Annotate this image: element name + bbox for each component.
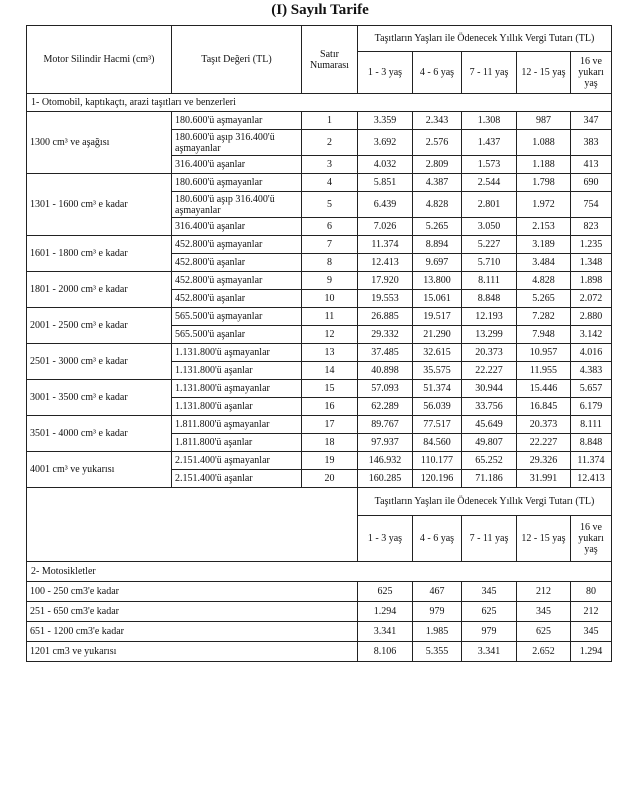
tax-amount: 9.697 bbox=[413, 254, 462, 272]
tax-amount: 30.944 bbox=[462, 380, 517, 398]
tax-amount: 7.026 bbox=[358, 218, 413, 236]
vehicle-value: 452.800'ü aşmayanlar bbox=[172, 272, 302, 290]
tax-amount: 120.196 bbox=[413, 470, 462, 488]
tax-amount: 5.265 bbox=[413, 218, 462, 236]
tax-amount: 8.111 bbox=[462, 272, 517, 290]
tax-amount: 625 bbox=[517, 622, 571, 642]
row-number: 2 bbox=[302, 130, 358, 156]
tax-amount: 1.235 bbox=[571, 236, 612, 254]
motor-header: Motor Silindir Hacmi (cm³) bbox=[27, 26, 172, 94]
vehicle-value: 316.400'ü aşanlar bbox=[172, 218, 302, 236]
vehicle-value: 1.131.800'ü aşmayanlar bbox=[172, 380, 302, 398]
tax-amount: 5.355 bbox=[413, 642, 462, 662]
engine-capacity: 3001 - 3500 cm³ e kadar bbox=[27, 380, 172, 416]
tax-amount: 979 bbox=[462, 622, 517, 642]
tax-amount: 1.088 bbox=[517, 130, 571, 156]
tax-amount: 40.898 bbox=[358, 362, 413, 380]
tax-amount: 13.299 bbox=[462, 326, 517, 344]
vehicle-value: 1.811.800'ü aşanlar bbox=[172, 434, 302, 452]
tax-amount: 1.437 bbox=[462, 130, 517, 156]
engine-capacity: 3501 - 4000 cm³ e kadar bbox=[27, 416, 172, 452]
tax-amount: 1.798 bbox=[517, 174, 571, 192]
tax-amount: 21.290 bbox=[413, 326, 462, 344]
tax-amount: 110.177 bbox=[413, 452, 462, 470]
tax-amount: 2.343 bbox=[413, 112, 462, 130]
age-header: 7 - 11 yaş bbox=[462, 52, 517, 94]
tax-amount: 2.072 bbox=[571, 290, 612, 308]
tax-amount: 2.652 bbox=[517, 642, 571, 662]
row-number: 14 bbox=[302, 362, 358, 380]
tax-amount: 5.851 bbox=[358, 174, 413, 192]
tax-amount: 56.039 bbox=[413, 398, 462, 416]
tax-amount: 35.575 bbox=[413, 362, 462, 380]
tax-amount: 12.193 bbox=[462, 308, 517, 326]
tax-amount: 15.061 bbox=[413, 290, 462, 308]
tax-amount: 19.517 bbox=[413, 308, 462, 326]
tax-amount: 823 bbox=[571, 218, 612, 236]
tax-amount: 6.439 bbox=[358, 192, 413, 218]
tax-amount: 5.265 bbox=[517, 290, 571, 308]
tax-amount: 4.828 bbox=[413, 192, 462, 218]
tax-amount: 22.227 bbox=[517, 434, 571, 452]
row-number: 7 bbox=[302, 236, 358, 254]
row-number: 15 bbox=[302, 380, 358, 398]
tax-amount: 8.848 bbox=[571, 434, 612, 452]
tax-amount: 4.032 bbox=[358, 156, 413, 174]
row-number-header: Satır Numarası bbox=[302, 26, 358, 94]
tax-amount: 57.093 bbox=[358, 380, 413, 398]
row-number: 5 bbox=[302, 192, 358, 218]
value-header: Taşıt Değeri (TL) bbox=[172, 26, 302, 94]
tax-amount: 4.387 bbox=[413, 174, 462, 192]
tax-amount: 212 bbox=[517, 582, 571, 602]
row-number: 12 bbox=[302, 326, 358, 344]
tax-amount: 1.985 bbox=[413, 622, 462, 642]
tax-amount: 3.050 bbox=[462, 218, 517, 236]
tax-amount: 19.553 bbox=[358, 290, 413, 308]
tax-amount: 146.932 bbox=[358, 452, 413, 470]
moto-row bbox=[27, 622, 612, 642]
tax-amount: 80 bbox=[571, 582, 612, 602]
age-header: 7 - 11 yaş bbox=[462, 516, 517, 562]
tax-amount: 8.894 bbox=[413, 236, 462, 254]
tax-amount: 16.845 bbox=[517, 398, 571, 416]
row-number: 4 bbox=[302, 174, 358, 192]
tax-amount: 2.544 bbox=[462, 174, 517, 192]
tax-amount: 3.189 bbox=[517, 236, 571, 254]
tax-amount: 62.289 bbox=[358, 398, 413, 416]
engine-capacity: 1801 - 2000 cm³ e kadar bbox=[27, 272, 172, 308]
tax-amount: 7.282 bbox=[517, 308, 571, 326]
tax-amount: 11.374 bbox=[571, 452, 612, 470]
tax-amount: 1.573 bbox=[462, 156, 517, 174]
tax-amount: 12.413 bbox=[358, 254, 413, 272]
tax-amount: 31.991 bbox=[517, 470, 571, 488]
tax-table bbox=[26, 25, 612, 662]
tax-amount: 49.807 bbox=[462, 434, 517, 452]
row-number: 3 bbox=[302, 156, 358, 174]
tax-amount: 37.485 bbox=[358, 344, 413, 362]
row-number: 19 bbox=[302, 452, 358, 470]
tax-group-header: Taşıtların Yaşları ile Ödenecek Yıllık Vergi Tutarı (TL) bbox=[358, 26, 612, 52]
tax-amount: 3.692 bbox=[358, 130, 413, 156]
tax-amount: 2.809 bbox=[413, 156, 462, 174]
age-header: 16 ve yukarı yaş bbox=[571, 52, 612, 94]
table-row bbox=[27, 174, 612, 192]
tax-amount: 33.756 bbox=[462, 398, 517, 416]
table-row bbox=[27, 380, 612, 398]
vehicle-value: 565.500'ü aşmayanlar bbox=[172, 308, 302, 326]
age-header: 4 - 6 yaş bbox=[413, 516, 462, 562]
section-row bbox=[27, 94, 612, 112]
tax-group-header-2: Taşıtların Yaşları ile Ödenecek Yıllık Vergi Tutarı (TL) bbox=[358, 488, 612, 516]
moto-row bbox=[27, 602, 612, 622]
tax-amount: 97.937 bbox=[358, 434, 413, 452]
vehicle-value: 1.131.800'ü aşanlar bbox=[172, 398, 302, 416]
vehicle-value: 1.131.800'ü aşmayanlar bbox=[172, 344, 302, 362]
tax-amount: 1.188 bbox=[517, 156, 571, 174]
tax-amount: 3.142 bbox=[571, 326, 612, 344]
tax-amount: 8.111 bbox=[571, 416, 612, 434]
tax-amount: 4.828 bbox=[517, 272, 571, 290]
tax-amount: 625 bbox=[358, 582, 413, 602]
tax-amount: 625 bbox=[462, 602, 517, 622]
tax-amount: 26.885 bbox=[358, 308, 413, 326]
tax-amount: 345 bbox=[517, 602, 571, 622]
tax-amount: 347 bbox=[571, 112, 612, 130]
moto-engine: 651 - 1200 cm3'e kadar bbox=[27, 622, 358, 642]
tax-amount: 2.801 bbox=[462, 192, 517, 218]
tax-amount: 467 bbox=[413, 582, 462, 602]
vehicle-value: 180.600'ü aşıp 316.400'ü aşmayanlar bbox=[172, 130, 302, 156]
engine-capacity: 4001 cm³ ve yukarısı bbox=[27, 452, 172, 488]
tax-amount: 84.560 bbox=[413, 434, 462, 452]
table-row bbox=[27, 416, 612, 434]
table-row bbox=[27, 308, 612, 326]
vehicle-value: 452.800'ü aşmayanlar bbox=[172, 236, 302, 254]
table-row bbox=[27, 236, 612, 254]
tax-amount: 11.374 bbox=[358, 236, 413, 254]
tax-amount: 51.374 bbox=[413, 380, 462, 398]
tax-amount: 11.955 bbox=[517, 362, 571, 380]
tax-amount: 32.615 bbox=[413, 344, 462, 362]
vehicle-value: 452.800'ü aşanlar bbox=[172, 254, 302, 272]
vehicle-value: 452.800'ü aşanlar bbox=[172, 290, 302, 308]
tax-amount: 1.348 bbox=[571, 254, 612, 272]
age-header: 1 - 3 yaş bbox=[358, 52, 413, 94]
row-number: 18 bbox=[302, 434, 358, 452]
tax-amount: 5.710 bbox=[462, 254, 517, 272]
tax-amount: 212 bbox=[571, 602, 612, 622]
tax-amount: 17.920 bbox=[358, 272, 413, 290]
moto-engine: 251 - 650 cm3'e kadar bbox=[27, 602, 358, 622]
tax-amount: 10.957 bbox=[517, 344, 571, 362]
section-title: 1- Otomobil, kaptıkaçtı, arazi taşıtları ve benzerleri bbox=[27, 94, 612, 112]
row-number: 6 bbox=[302, 218, 358, 236]
vehicle-value: 565.500'ü aşanlar bbox=[172, 326, 302, 344]
vehicle-value: 2.151.400'ü aşmayanlar bbox=[172, 452, 302, 470]
tax-amount: 22.227 bbox=[462, 362, 517, 380]
tax-amount: 6.179 bbox=[571, 398, 612, 416]
moto-engine: 100 - 250 cm3'e kadar bbox=[27, 582, 358, 602]
document-title: (I) Sayılı Tarife bbox=[271, 2, 369, 18]
tax-amount: 1.294 bbox=[571, 642, 612, 662]
age-header: 4 - 6 yaş bbox=[413, 52, 462, 94]
tax-amount: 1.898 bbox=[571, 272, 612, 290]
vehicle-value: 180.600'ü aşıp 316.400'ü aşmayanlar bbox=[172, 192, 302, 218]
tax-amount: 5.657 bbox=[571, 380, 612, 398]
section-row bbox=[27, 562, 612, 582]
tax-amount: 3.359 bbox=[358, 112, 413, 130]
tax-amount: 345 bbox=[571, 622, 612, 642]
row-number: 10 bbox=[302, 290, 358, 308]
tax-amount: 345 bbox=[462, 582, 517, 602]
table-row bbox=[27, 112, 612, 130]
vehicle-value: 2.151.400'ü aşanlar bbox=[172, 470, 302, 488]
section-title: 2- Motosikletler bbox=[27, 562, 612, 582]
tax-amount: 89.767 bbox=[358, 416, 413, 434]
engine-capacity: 2501 - 3000 cm³ e kadar bbox=[27, 344, 172, 380]
tax-amount: 77.517 bbox=[413, 416, 462, 434]
age-header: 1 - 3 yaş bbox=[358, 516, 413, 562]
tax-amount: 65.252 bbox=[462, 452, 517, 470]
row-number: 13 bbox=[302, 344, 358, 362]
engine-capacity: 1300 cm³ ve aşağısı bbox=[27, 112, 172, 174]
tax-amount: 160.285 bbox=[358, 470, 413, 488]
tax-amount: 20.373 bbox=[517, 416, 571, 434]
tax-amount: 754 bbox=[571, 192, 612, 218]
row-number: 11 bbox=[302, 308, 358, 326]
tax-amount: 71.186 bbox=[462, 470, 517, 488]
empty-cell bbox=[27, 488, 358, 562]
tax-amount: 45.649 bbox=[462, 416, 517, 434]
tax-amount: 4.383 bbox=[571, 362, 612, 380]
tax-amount: 987 bbox=[517, 112, 571, 130]
row-number: 20 bbox=[302, 470, 358, 488]
age-header: 12 - 15 yaş bbox=[517, 516, 571, 562]
tax-amount: 12.413 bbox=[571, 470, 612, 488]
tax-amount: 29.332 bbox=[358, 326, 413, 344]
tax-amount: 20.373 bbox=[462, 344, 517, 362]
tax-amount: 979 bbox=[413, 602, 462, 622]
age-header: 12 - 15 yaş bbox=[517, 52, 571, 94]
header-row-2 bbox=[27, 488, 612, 516]
tax-amount: 3.341 bbox=[462, 642, 517, 662]
engine-capacity: 2001 - 2500 cm³ e kadar bbox=[27, 308, 172, 344]
table-row bbox=[27, 272, 612, 290]
tax-amount: 13.800 bbox=[413, 272, 462, 290]
tax-amount: 15.446 bbox=[517, 380, 571, 398]
row-number: 16 bbox=[302, 398, 358, 416]
tax-amount: 1.308 bbox=[462, 112, 517, 130]
tax-amount: 1.294 bbox=[358, 602, 413, 622]
tax-amount: 4.016 bbox=[571, 344, 612, 362]
tax-table-body bbox=[27, 26, 612, 662]
row-number: 1 bbox=[302, 112, 358, 130]
vehicle-value: 180.600'ü aşmayanlar bbox=[172, 112, 302, 130]
tax-amount: 3.341 bbox=[358, 622, 413, 642]
vehicle-value: 180.600'ü aşmayanlar bbox=[172, 174, 302, 192]
row-number: 8 bbox=[302, 254, 358, 272]
tax-amount: 2.880 bbox=[571, 308, 612, 326]
moto-engine: 1201 cm3 ve yukarısı bbox=[27, 642, 358, 662]
tax-amount: 7.948 bbox=[517, 326, 571, 344]
tax-amount: 8.106 bbox=[358, 642, 413, 662]
engine-capacity: 1601 - 1800 cm³ e kadar bbox=[27, 236, 172, 272]
table-row bbox=[27, 452, 612, 470]
moto-row bbox=[27, 582, 612, 602]
row-number: 17 bbox=[302, 416, 358, 434]
row-number: 9 bbox=[302, 272, 358, 290]
vehicle-value: 1.131.800'ü aşanlar bbox=[172, 362, 302, 380]
header-row bbox=[27, 26, 612, 52]
tax-amount: 690 bbox=[571, 174, 612, 192]
moto-row bbox=[27, 642, 612, 662]
vehicle-value: 316.400'ü aşanlar bbox=[172, 156, 302, 174]
tax-amount: 8.848 bbox=[462, 290, 517, 308]
tax-amount: 5.227 bbox=[462, 236, 517, 254]
table-row bbox=[27, 344, 612, 362]
tax-amount: 383 bbox=[571, 130, 612, 156]
vehicle-value: 1.811.800'ü aşmayanlar bbox=[172, 416, 302, 434]
tax-amount: 1.972 bbox=[517, 192, 571, 218]
tax-amount: 2.576 bbox=[413, 130, 462, 156]
age-header: 16 ve yukarı yaş bbox=[571, 516, 612, 562]
tax-amount: 413 bbox=[571, 156, 612, 174]
engine-capacity: 1301 - 1600 cm³ e kadar bbox=[27, 174, 172, 236]
tax-amount: 29.326 bbox=[517, 452, 571, 470]
tax-amount: 2.153 bbox=[517, 218, 571, 236]
tax-amount: 3.484 bbox=[517, 254, 571, 272]
